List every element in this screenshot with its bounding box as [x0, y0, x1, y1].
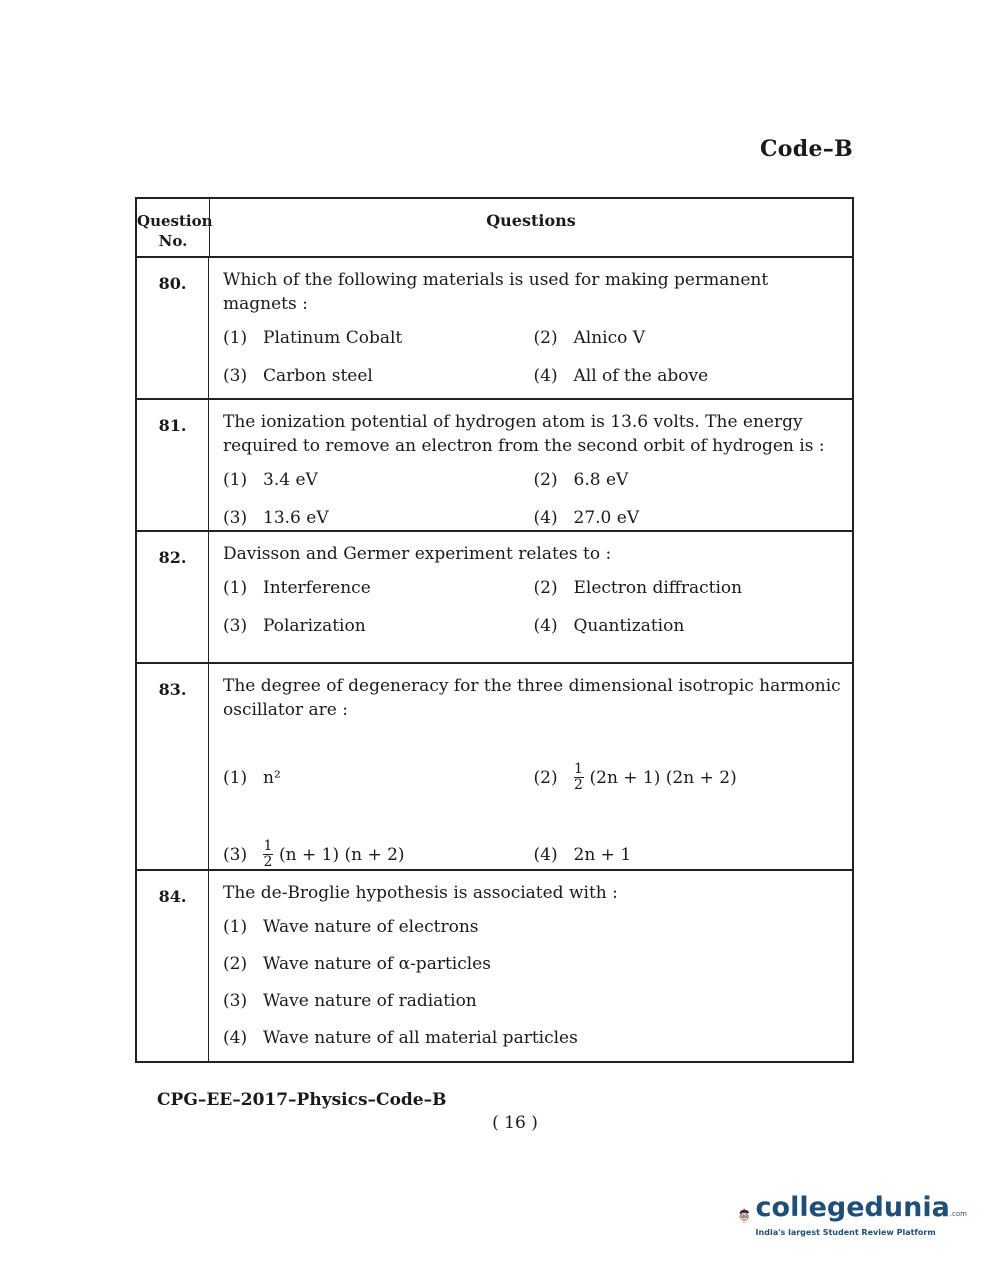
questions-table	[135, 197, 854, 1063]
question-text: The degree of degeneracy for the three dimensional isotropic harmonic oscillator are :	[223, 676, 841, 720]
footer-paper-code: CPG–EE–2017–Physics–Code–B	[157, 1090, 447, 1110]
option: (3) 13.6 eV	[223, 508, 329, 528]
question-row	[137, 400, 852, 532]
question-row	[137, 871, 852, 1061]
question-row	[137, 532, 852, 664]
fraction: $\frac{1}{2}$	[574, 761, 583, 793]
question-row	[137, 258, 852, 400]
question-body	[209, 532, 852, 662]
option: (2) $\frac{1}{2}$ (2n + 1) (2n + 2)	[533, 761, 737, 793]
column-header-questions: Questions	[486, 211, 576, 230]
paper-code-label: Code–B	[760, 136, 853, 162]
question-row	[137, 664, 852, 871]
option: (1) Platinum Cobalt	[223, 328, 403, 348]
option: (4) All of the above	[533, 366, 709, 386]
question-body	[209, 400, 852, 530]
question-body	[209, 258, 852, 398]
collegedunia-logo	[737, 1183, 967, 1248]
table-header	[137, 199, 852, 258]
options	[223, 915, 844, 1050]
option: (1) Interference	[223, 578, 371, 598]
option: (4) Wave nature of all material particles	[223, 1028, 578, 1048]
question-body	[209, 664, 852, 869]
options	[223, 762, 844, 870]
question-text: Which of the following materials is used for making permanent magnets :	[223, 270, 769, 314]
option: (2) Electron diffraction	[533, 578, 743, 598]
fraction: $\frac{1}{2}$	[263, 838, 273, 870]
option: (3) $\frac{1}{2}$ (n + 1) (n + 2)	[223, 838, 405, 870]
column-header-number: Question No.	[137, 199, 210, 256]
option: (2) Wave nature of α-particles	[223, 954, 491, 974]
question-number: 80.	[137, 258, 209, 398]
option: (2) 6.8 eV	[533, 470, 629, 490]
option: (4) 27.0 eV	[533, 508, 640, 528]
question-number: 83.	[137, 664, 209, 869]
question-body	[209, 871, 852, 1061]
options	[223, 468, 844, 530]
option: (3) Polarization	[223, 616, 366, 636]
question-text: Davisson and Germer experiment relates to :	[223, 544, 612, 564]
option: (1) n²	[223, 767, 281, 788]
logo-tagline: India's largest Student Review Platform	[755, 1228, 936, 1237]
option: (4) Quantization	[533, 616, 685, 636]
question-text: The ionization potential of hydrogen atom is 13.6 volts. The energy required to remove an electron from the second orbit of hydrogen is :	[223, 412, 825, 456]
option: (1) 3.4 eV	[223, 470, 318, 490]
question-text: The de-Broglie hypothesis is associated with :	[223, 883, 618, 903]
logo-suffix: .com	[949, 1210, 967, 1218]
question-number: 84.	[137, 871, 209, 1061]
page-number: ( 16 )	[492, 1113, 538, 1133]
question-number: 81.	[137, 400, 209, 530]
option: (3) Wave nature of radiation	[223, 991, 477, 1011]
question-number: 82.	[137, 532, 209, 662]
option: (3) Carbon steel	[223, 366, 373, 386]
options	[223, 326, 844, 388]
option: (2) Alnico V	[533, 328, 646, 348]
options	[223, 576, 844, 638]
option: (4) 2n + 1	[533, 844, 632, 865]
mascot-icon	[737, 1185, 752, 1247]
logo-name: collegedunia	[755, 1192, 950, 1223]
option: (1) Wave nature of electrons	[223, 917, 479, 937]
